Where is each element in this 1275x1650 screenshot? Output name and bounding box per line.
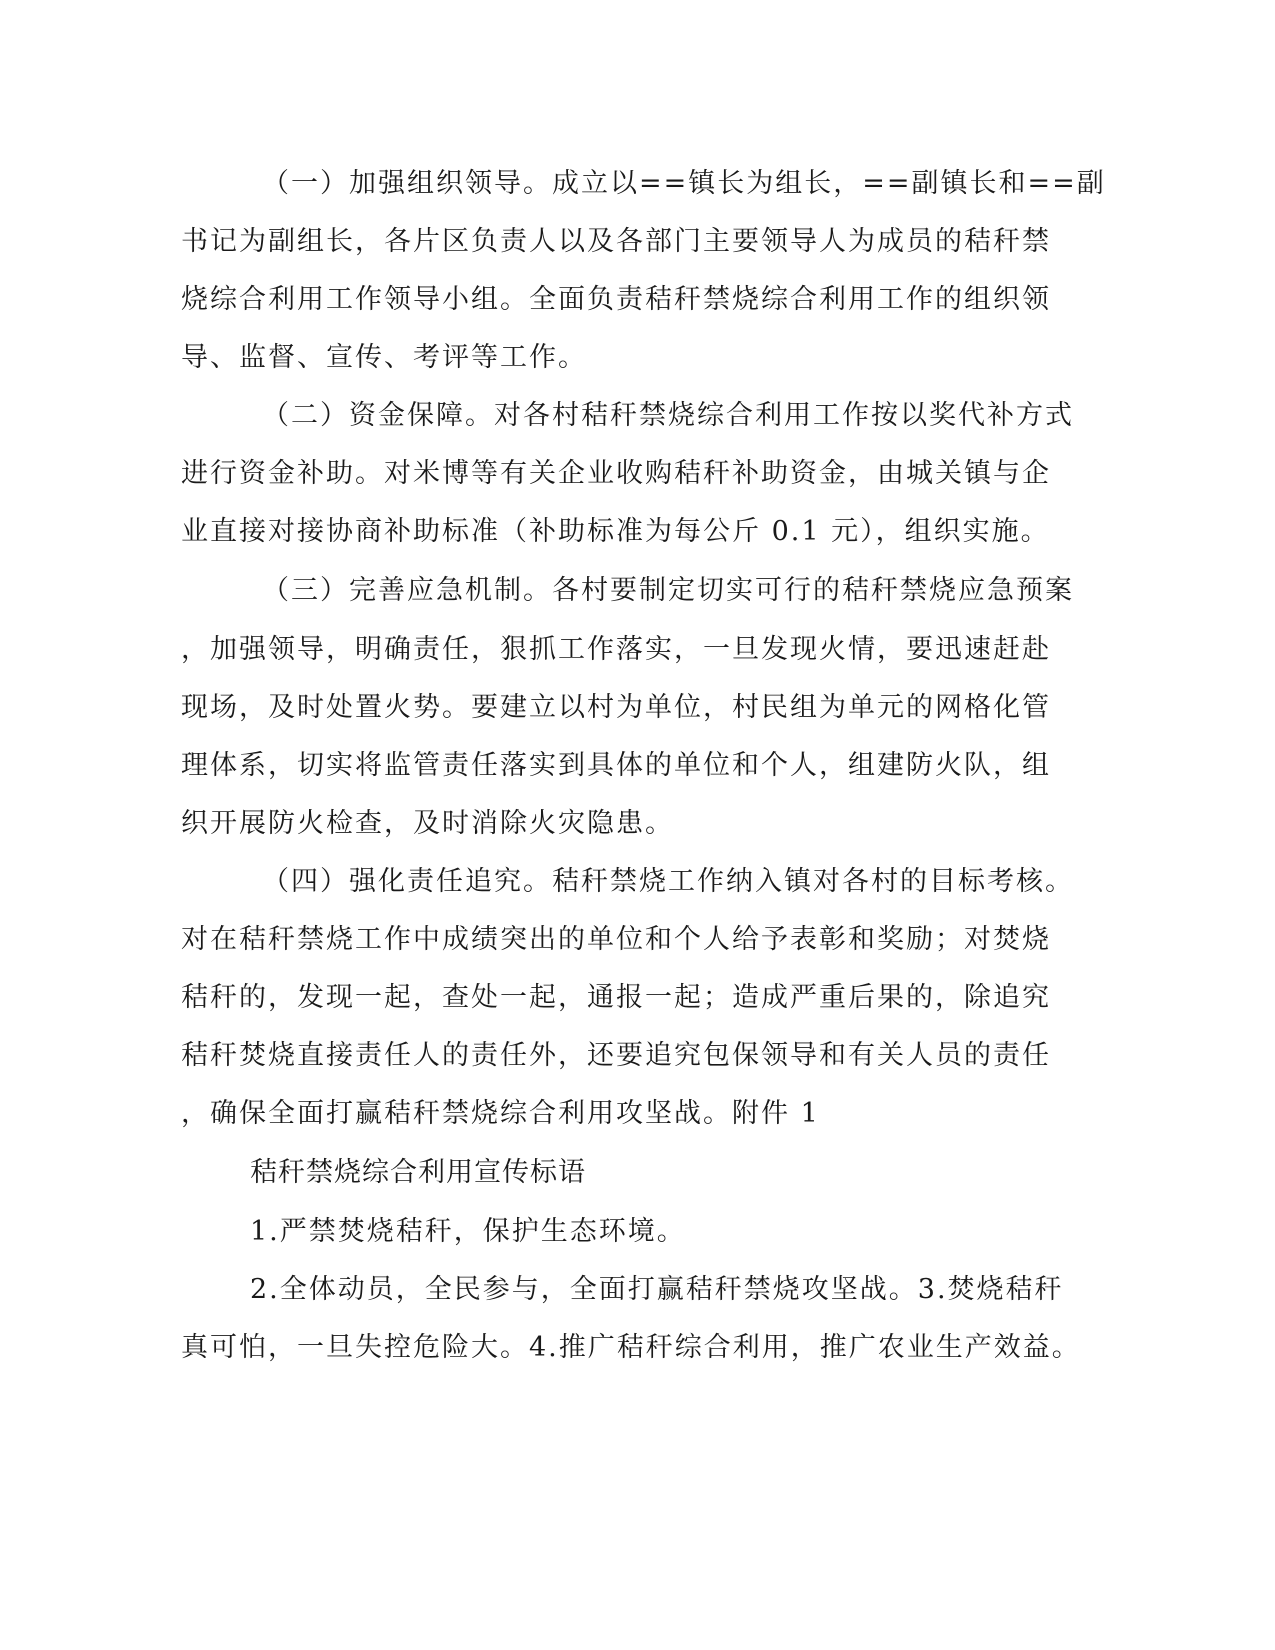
section-1-line-4: 导、监督、宣传、考评等工作。: [181, 342, 587, 373]
slogan-1-line-1: 1.严禁焚烧秸秆，保护生态环境。: [250, 1216, 686, 1247]
section-3-line-5: 织开展防火检查，及时消除火灾隐患。: [181, 808, 674, 839]
section-4-line-2: 对在秸秆禁烧工作中成绩突出的单位和个人给予表彰和奖励；对焚烧: [181, 924, 1051, 955]
section-4-line-5: ，确保全面打赢秸秆禁烧综合利用攻坚战。附件 1: [181, 1098, 820, 1129]
section-3-line-1: （三）完善应急机制。各村要制定切实可行的秸秆禁烧应急预案: [262, 575, 1074, 606]
section-3-line-4: 理体系，切实将监管责任落实到具体的单位和个人，组建防火队，组: [181, 750, 1051, 781]
section-3-line-3: 现场，及时处置火势。要建立以村为单位，村民组为单元的网格化管: [181, 692, 1051, 723]
section-4-line-4: 秸秆焚烧直接责任人的责任外，还要追究包保领导和有关人员的责任: [181, 1040, 1051, 1071]
attachment-title: 秸秆禁烧综合利用宣传标语: [250, 1157, 586, 1188]
section-2-line-2: 进行资金补助。对米博等有关企业收购秸秆补助资金，由城关镇与企: [181, 458, 1051, 489]
section-3-line-2: ，加强领导，明确责任，狠抓工作落实，一旦发现火情，要迅速赶赴: [181, 634, 1051, 665]
section-2-line-3: 业直接对接协商补助标准（补助标准为每公斤 0.1 元），组织实施。: [181, 516, 1050, 547]
slogan-2-line-2: 真可怕，一旦失控危险大。4.推广秸秆综合利用，推广农业生产效益。: [181, 1332, 1081, 1363]
section-2-line-1: （二）资金保障。对各村秸秆禁烧综合利用工作按以奖代补方式: [262, 400, 1074, 431]
section-1-line-2: 书记为副组长，各片区负责人以及各部门主要领导人为成员的秸秆禁: [181, 226, 1051, 257]
section-1-line-3: 烧综合利用工作领导小组。全面负责秸秆禁烧综合利用工作的组织领: [181, 284, 1051, 315]
section-4-line-1: （四）强化责任追究。秸秆禁烧工作纳入镇对各村的目标考核。: [262, 866, 1074, 897]
slogan-2-line-1: 2.全体动员，全民参与，全面打赢秸秆禁烧攻坚战。3.焚烧秸秆: [250, 1274, 1064, 1305]
section-4-line-3: 秸秆的，发现一起，查处一起，通报一起；造成严重后果的，除追究: [181, 982, 1051, 1013]
section-1-line-1: （一）加强组织领导。成立以==镇长为组长，==副镇长和==副: [262, 168, 1106, 199]
